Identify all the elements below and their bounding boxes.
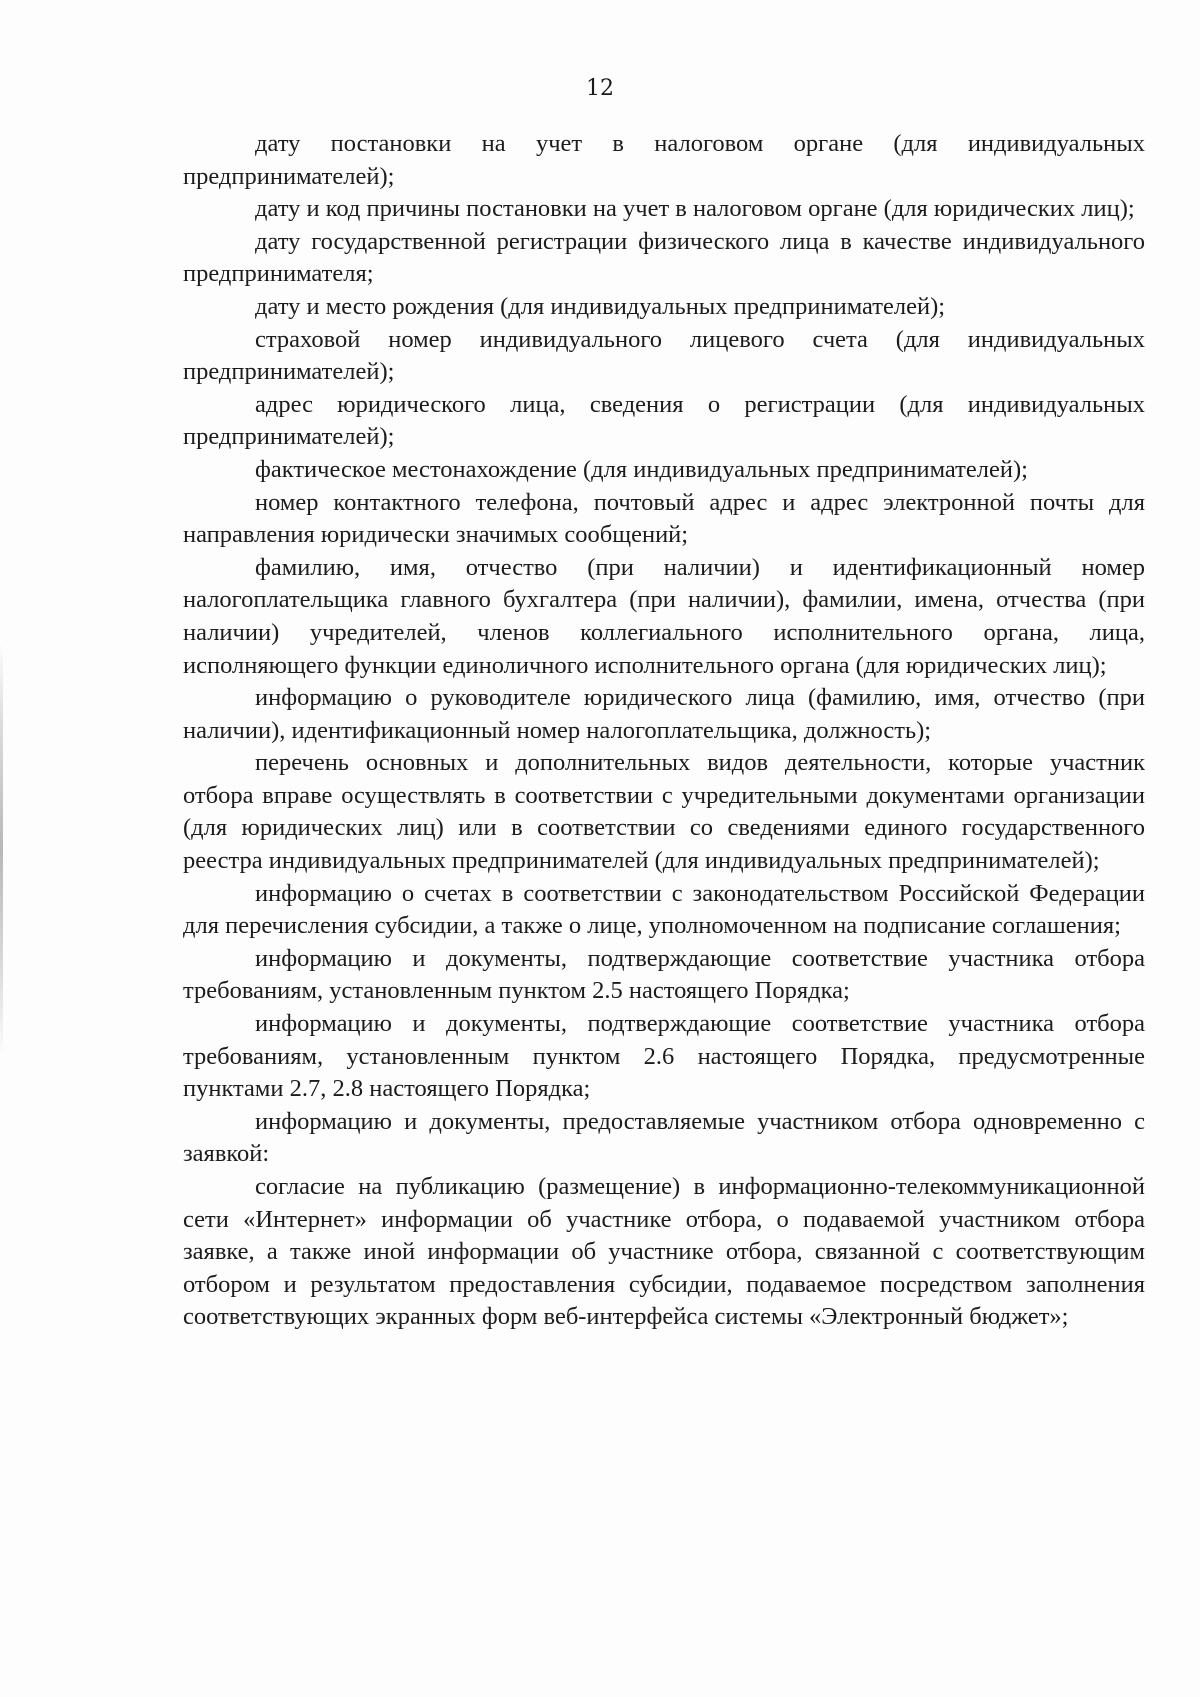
paragraph-insurance-number: страховой номер индивидуального лицевого счета (для индивидуальных предпринимателей);	[183, 325, 1145, 386]
scan-edge-shadow	[0, 640, 3, 1060]
paragraph-head-info: информацию о руководителе юридического лица (фамилию, имя, отчество (при наличии), идентификационный номер налогоплательщика, должность);	[183, 684, 1145, 744]
paragraph-publication-consent: согласие на публикацию (размещение) в информационно-телекоммуникационной сети «Интернет» информации об участнике отбора, о подаваемой участником отбора заявке, а также иной информации об участнике отбора, связанной с соответствующим отбором и результатом предоставления субсидии, подаваемое посредством заполнения соответствующих экранных форм веб-интерфейса системы «Электронный бюджет»;	[183, 1173, 1145, 1331]
paragraph-registration-reason-code: дату и код причины постановки на учет в налоговом органе (для юридических лиц);	[255, 195, 1135, 223]
paragraph-contact-details: номер контактного телефона, почтовый адрес и адрес электронной почты для направления юридически значимых сообщений;	[183, 488, 1145, 549]
document-body	[183, 128, 1145, 1334]
paragraph-requirements-2-6: информацию и документы, подтверждающие соответствие участника отбора требованиям, установленным пунктом 2.6 настоящего Порядка, предусмотренные пунктами 2.7, 2.8 настоящего Порядка;	[183, 1010, 1145, 1103]
paragraph-accounts-info: информацию о счетах в соответствии с законодательством Российской Федерации для перечисления субсидии, а также о лице, уполномоченном на подписание соглашения;	[183, 879, 1145, 940]
paragraph-actual-location: фактическое местонахождение (для индивидуальных предпринимателей);	[255, 455, 1028, 483]
paragraph-requirements-2-5: информацию и документы, подтверждающие соответствие участника отбора требованиям, установленным пунктом 2.5 настоящего Порядка;	[183, 944, 1145, 1005]
paragraph-activity-types: перечень основных и дополнительных видов деятельности, которые участник отбора вправе осуществлять в соответствии с учредительными документами организации (для юридических лиц) или в соответствии со сведениями единого государственного реестра индивидуальных предпринимателей (для индивидуальных предпринимателей);	[183, 749, 1145, 875]
paragraph-birth-date-place: дату и место рождения (для индивидуальных предпринимателей);	[255, 292, 946, 320]
paragraph-documents-with-application: информацию и документы, предоставляемые участником отбора одновременно с заявкой:	[183, 1107, 1145, 1168]
page-number: 12	[586, 76, 614, 101]
paragraph-state-registration-date: дату государственной регистрации физического лица в качестве индивидуального предпринимателя;	[183, 227, 1145, 288]
paragraph-tax-registration-date: дату постановки на учет в налоговом органе (для индивидуальных предпринимателей);	[183, 130, 1145, 190]
paragraph-accountant-founders: фамилию, имя, отчество (при наличии) и идентификационный номер налогоплательщика главного бухгалтера (при наличии), фамилии, имена, отчества (при наличии) учредителей, членов коллегиального исполнительного органа, лица, исполняющего функции единоличного исполнительного органа (для юридических лиц);	[183, 553, 1145, 679]
paragraph-legal-address: адрес юридического лица, сведения о регистрации (для индивидуальных предпринимателей);	[183, 390, 1145, 451]
